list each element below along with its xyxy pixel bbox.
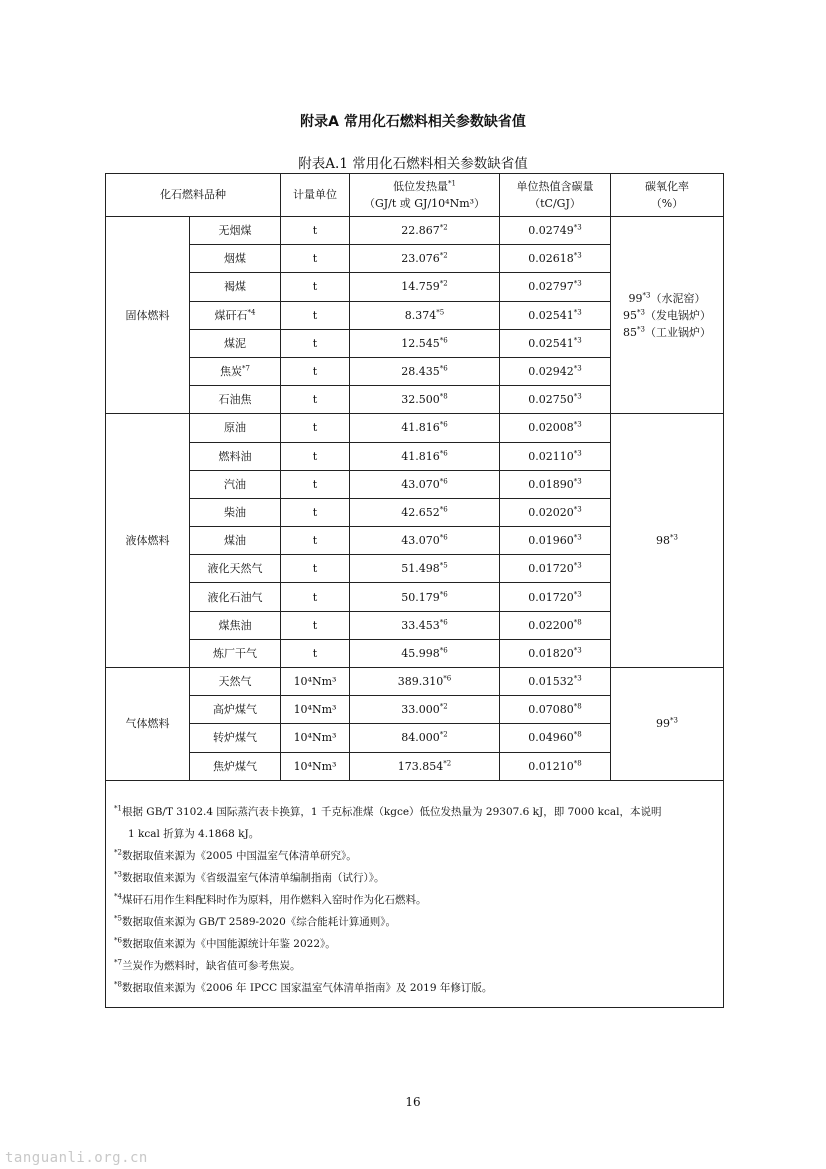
carbon-footnote-mark: *3 xyxy=(573,307,582,316)
fuel-name: 烟煤 xyxy=(224,252,246,266)
unit-cell: 10⁴Nm³ xyxy=(281,724,350,752)
oxidation-rate-line xyxy=(611,290,723,307)
ncv-value: 45.998 xyxy=(401,646,440,660)
fuel-name-footnote-mark: *4 xyxy=(247,307,256,316)
unit-cell: t xyxy=(281,414,350,442)
carbon-footnote-mark: *3 xyxy=(573,646,582,655)
header-ncv-line1: 低位发热量 xyxy=(393,179,449,193)
ncv-value: 32.500 xyxy=(401,393,440,407)
fuel-category-cell: 液体燃料 xyxy=(106,414,190,668)
ncv-footnote-mark: *6 xyxy=(439,505,448,514)
header-carbon-line1: 单位热值含碳量 xyxy=(516,179,594,193)
carbon-footnote-mark: *3 xyxy=(573,505,582,514)
oxidation-rate-cell xyxy=(611,217,724,414)
ncv-footnote-mark: *2 xyxy=(443,758,452,767)
fuel-parameters-table xyxy=(105,173,724,1008)
carbon-footnote-mark: *3 xyxy=(573,223,582,232)
unit-cell: t xyxy=(281,386,350,414)
ncv-footnote-mark: *6 xyxy=(439,364,448,373)
ncv-value: 43.070 xyxy=(401,477,440,491)
fuel-name: 焦炉煤气 xyxy=(213,759,257,773)
header-unit: 计量单位 xyxy=(281,174,350,217)
ncv-cell xyxy=(350,611,500,639)
ncv-footnote-mark: *8 xyxy=(439,392,448,401)
carbon-content-cell xyxy=(500,555,611,583)
carbon-content-cell xyxy=(500,639,611,667)
fuel-name: 汽油 xyxy=(224,477,246,491)
ncv-cell xyxy=(350,357,500,385)
oxidation-footnote-mark: *3 xyxy=(637,307,645,316)
ncv-value: 12.545 xyxy=(401,336,440,350)
carbon-content-value: 0.02541 xyxy=(528,336,574,350)
ncv-cell xyxy=(350,555,500,583)
table-body xyxy=(106,217,724,781)
footnote xyxy=(114,977,715,999)
oxidation-footnote-mark: *3 xyxy=(637,325,645,334)
carbon-content-cell xyxy=(500,724,611,752)
carbon-content-value: 0.01960 xyxy=(528,534,574,548)
fuel-category-cell: 气体燃料 xyxy=(106,668,190,781)
table-caption: 附表A.1 常用化石燃料相关参数缺省值 xyxy=(298,156,528,172)
footnote-text: 数据取值来源为《省级温室气体清单编制指南（试行）》。 xyxy=(121,871,385,884)
ncv-cell xyxy=(350,245,500,273)
carbon-content-value: 0.01820 xyxy=(528,646,574,660)
footnote-mark: *4 xyxy=(114,892,122,901)
carbon-content-value: 0.01532 xyxy=(528,675,574,689)
table-row xyxy=(106,217,724,245)
fuel-name: 高炉煤气 xyxy=(213,703,257,717)
table-row xyxy=(106,668,724,696)
carbon-footnote-mark: *3 xyxy=(573,279,582,288)
ncv-cell xyxy=(350,668,500,696)
ncv-value: 41.816 xyxy=(401,449,440,463)
carbon-content-value: 0.02008 xyxy=(528,421,574,435)
carbon-content-cell xyxy=(500,273,611,301)
ncv-cell xyxy=(350,470,500,498)
carbon-footnote-mark: *8 xyxy=(573,702,582,711)
unit-cell: t xyxy=(281,301,350,329)
fuel-name: 燃料油 xyxy=(218,449,252,463)
ncv-footnote-mark: *2 xyxy=(439,279,448,288)
fuel-category-cell: 固体燃料 xyxy=(106,217,190,414)
ncv-footnote-mark: *6 xyxy=(439,589,448,598)
header-ncv-sup: *1 xyxy=(448,179,456,188)
unit-cell: t xyxy=(281,611,350,639)
carbon-footnote-mark: *8 xyxy=(573,758,582,767)
ncv-footnote-mark: *2 xyxy=(439,223,448,232)
footnote-mark: *7 xyxy=(114,958,122,967)
carbon-content-cell xyxy=(500,752,611,780)
carbon-content-value: 0.02797 xyxy=(528,280,574,294)
fuel-name: 柴油 xyxy=(224,505,246,519)
footnote xyxy=(114,867,715,889)
carbon-content-cell xyxy=(500,583,611,611)
fuel-name-cell xyxy=(190,329,281,357)
oxidation-rate-value: 99 xyxy=(628,291,643,305)
ncv-cell xyxy=(350,217,500,245)
ncv-value: 8.374 xyxy=(404,308,437,322)
carbon-content-value: 0.01720 xyxy=(528,590,574,604)
fuel-name: 天然气 xyxy=(218,675,252,689)
fuel-name-footnote-mark: *7 xyxy=(242,364,250,373)
footnote-mark: *8 xyxy=(114,980,122,989)
ncv-footnote-mark: *6 xyxy=(439,618,448,627)
header-oxidation-rate xyxy=(611,174,724,217)
ncv-cell xyxy=(350,329,500,357)
carbon-content-cell xyxy=(500,301,611,329)
carbon-content-cell xyxy=(500,498,611,526)
fuel-name: 无烟煤 xyxy=(218,224,252,238)
ncv-value: 22.867 xyxy=(401,224,440,238)
unit-cell: 10⁴Nm³ xyxy=(281,668,350,696)
fuel-name-cell xyxy=(190,414,281,442)
ncv-footnote-mark: *2 xyxy=(439,251,448,260)
ncv-cell xyxy=(350,724,500,752)
carbon-content-cell xyxy=(500,442,611,470)
footnote-mark: *5 xyxy=(114,914,122,923)
ncv-cell xyxy=(350,583,500,611)
fuel-name-cell xyxy=(190,696,281,724)
carbon-footnote-mark: *8 xyxy=(573,730,582,739)
ncv-value: 41.816 xyxy=(401,421,440,435)
oxidation-rate-cell xyxy=(611,414,724,668)
fuel-name-cell xyxy=(190,498,281,526)
fuel-name-cell xyxy=(190,668,281,696)
fuel-name: 液化天然气 xyxy=(207,562,263,576)
page-number: 16 xyxy=(405,1095,421,1109)
oxidation-footnote-mark: *3 xyxy=(642,290,651,299)
fuel-name-cell xyxy=(190,442,281,470)
unit-cell: t xyxy=(281,442,350,470)
fuel-name-cell xyxy=(190,639,281,667)
fuel-name: 液化石油气 xyxy=(207,590,263,604)
fuel-name-cell xyxy=(190,273,281,301)
header-fuel-type: 化石燃料品种 xyxy=(106,174,281,217)
carbon-content-value: 0.01890 xyxy=(528,477,574,491)
ncv-value: 33.453 xyxy=(401,618,440,632)
oxidation-footnote-mark: *3 xyxy=(670,716,678,725)
watermark: tanguanli.org.cn xyxy=(5,1150,148,1166)
oxidation-rate-line xyxy=(611,715,723,732)
unit-cell: t xyxy=(281,639,350,667)
carbon-content-value: 0.01210 xyxy=(528,759,574,773)
notes-list xyxy=(114,801,715,999)
ncv-cell xyxy=(350,273,500,301)
fuel-name-cell xyxy=(190,583,281,611)
fuel-name: 煤泥 xyxy=(224,336,246,350)
ncv-value: 43.070 xyxy=(401,534,440,548)
ncv-footnote-mark: *5 xyxy=(436,307,445,316)
carbon-footnote-mark: *3 xyxy=(573,392,582,401)
fuel-name-cell xyxy=(190,470,281,498)
ncv-footnote-mark: *6 xyxy=(439,533,448,542)
ncv-footnote-mark: *5 xyxy=(439,561,448,570)
footnote-text: 数据取值来源为 GB/T 2589-2020《综合能耗计算通则》。 xyxy=(121,915,397,928)
footnote-text: 煤矸石用作生料配料时作为原料，用作燃料入窑时作为化石燃料。 xyxy=(121,893,427,906)
ncv-cell xyxy=(350,527,500,555)
header-oxidation-line1: 碳氧化率 xyxy=(645,179,689,193)
fuel-name: 转炉煤气 xyxy=(213,731,257,745)
ncv-footnote-mark: *6 xyxy=(439,448,448,457)
carbon-content-cell xyxy=(500,668,611,696)
header-oxidation-line2: （%） xyxy=(650,197,684,210)
fuel-name-cell xyxy=(190,217,281,245)
carbon-content-value: 0.02750 xyxy=(528,393,574,407)
footnote-text: 数据取值来源为《2005 中国温室气体清单研究》。 xyxy=(121,849,357,862)
carbon-footnote-mark: *3 xyxy=(573,674,582,683)
ncv-footnote-mark: *2 xyxy=(439,730,448,739)
carbon-footnote-mark: *3 xyxy=(573,364,582,373)
ncv-cell xyxy=(350,386,500,414)
carbon-content-cell xyxy=(500,470,611,498)
footnote-continuation: 1 kcal 折算为 4.1868 kJ。 xyxy=(128,827,260,840)
appendix-title: 附录A 常用化石燃料相关参数缺省值 xyxy=(300,114,526,130)
unit-cell: 10⁴Nm³ xyxy=(281,752,350,780)
ncv-value: 51.498 xyxy=(401,562,440,576)
ncv-footnote-mark: *6 xyxy=(439,420,448,429)
unit-cell: t xyxy=(281,245,350,273)
fuel-name: 原油 xyxy=(224,421,246,435)
carbon-content-value: 0.02541 xyxy=(528,308,574,322)
carbon-footnote-mark: *3 xyxy=(573,448,582,457)
fuel-name: 煤油 xyxy=(224,534,246,548)
footnote-text: 数据取值来源为《中国能源统计年鉴 2022》。 xyxy=(121,937,336,950)
unit-cell: t xyxy=(281,217,350,245)
carbon-footnote-mark: *3 xyxy=(573,477,582,486)
ncv-cell xyxy=(350,301,500,329)
header-ncv-line2: （GJ/t 或 GJ/10⁴Nm³） xyxy=(363,197,486,210)
fuel-name: 焦炭 xyxy=(220,365,243,378)
carbon-footnote-mark: *3 xyxy=(573,420,582,429)
header-carbon-line2: （tC/GJ） xyxy=(529,197,581,210)
table-header-row xyxy=(106,174,724,217)
oxidation-rate-context: （水泥窑） xyxy=(650,291,706,305)
fuel-name: 炼厂干气 xyxy=(213,646,257,660)
carbon-content-cell xyxy=(500,696,611,724)
footnote xyxy=(114,933,715,955)
notes-row xyxy=(106,780,724,1007)
carbon-footnote-mark: *3 xyxy=(573,533,582,542)
header-ncv xyxy=(350,174,500,217)
carbon-footnote-mark: *8 xyxy=(573,618,582,627)
oxidation-rate-cell xyxy=(611,668,724,781)
oxidation-rate-context: （工业锅炉） xyxy=(644,325,711,339)
unit-cell: t xyxy=(281,470,350,498)
fuel-name-cell xyxy=(190,555,281,583)
oxidation-rate-line xyxy=(611,324,723,341)
fuel-name: 煤矸石 xyxy=(214,308,248,322)
fuel-name-cell xyxy=(190,527,281,555)
oxidation-rate-value: 99 xyxy=(656,717,671,731)
footnote-text: 兰炭作为燃料时，缺省值可参考焦炭。 xyxy=(121,959,301,972)
carbon-content-value: 0.01720 xyxy=(528,562,574,576)
oxidation-rate-value: 85 xyxy=(623,325,638,339)
fuel-name: 石油焦 xyxy=(218,393,252,407)
carbon-content-cell xyxy=(500,357,611,385)
carbon-content-value: 0.02200 xyxy=(528,618,574,632)
fuel-name: 煤焦油 xyxy=(218,618,252,632)
ncv-cell xyxy=(350,414,500,442)
fuel-name-cell xyxy=(190,752,281,780)
carbon-content-cell xyxy=(500,217,611,245)
footnote-mark: *1 xyxy=(114,804,122,813)
ncv-footnote-mark: *6 xyxy=(443,674,452,683)
ncv-cell xyxy=(350,442,500,470)
fuel-name-cell xyxy=(190,357,281,385)
unit-cell: 10⁴Nm³ xyxy=(281,696,350,724)
ncv-cell xyxy=(350,639,500,667)
ncv-footnote-mark: *6 xyxy=(439,477,448,486)
footnote-mark: *6 xyxy=(114,936,122,945)
carbon-content-value: 0.04960 xyxy=(528,731,574,745)
carbon-footnote-mark: *3 xyxy=(573,561,582,570)
unit-cell: t xyxy=(281,555,350,583)
carbon-footnote-mark: *3 xyxy=(573,251,582,260)
ncv-footnote-mark: *2 xyxy=(439,702,448,711)
ncv-value: 33.000 xyxy=(401,703,440,717)
footnote xyxy=(114,801,715,845)
ncv-value: 23.076 xyxy=(401,252,440,266)
ncv-value: 173.854 xyxy=(397,759,444,773)
ncv-value: 84.000 xyxy=(401,731,440,745)
carbon-content-value: 0.02020 xyxy=(528,505,574,519)
ncv-value: 50.179 xyxy=(401,590,440,604)
ncv-cell xyxy=(350,752,500,780)
footnote xyxy=(114,889,715,911)
carbon-footnote-mark: *3 xyxy=(573,589,582,598)
ncv-cell xyxy=(350,696,500,724)
carbon-content-cell xyxy=(500,329,611,357)
oxidation-rate-value: 98 xyxy=(656,534,671,548)
fuel-name-cell xyxy=(190,301,281,329)
unit-cell: t xyxy=(281,583,350,611)
carbon-content-cell xyxy=(500,386,611,414)
oxidation-rate-context: （发电锅炉） xyxy=(644,308,711,322)
ncv-value: 389.310 xyxy=(397,675,444,689)
fuel-name: 褐煤 xyxy=(224,280,246,294)
ncv-value: 14.759 xyxy=(401,280,440,294)
unit-cell: t xyxy=(281,357,350,385)
ncv-footnote-mark: *6 xyxy=(439,646,448,655)
carbon-content-value: 0.02942 xyxy=(528,365,574,378)
carbon-content-value: 0.02749 xyxy=(528,224,574,238)
notes-cell xyxy=(106,780,724,1007)
ncv-value: 42.652 xyxy=(401,505,440,519)
oxidation-rate-line xyxy=(611,532,723,549)
unit-cell: t xyxy=(281,273,350,301)
carbon-footnote-mark: *3 xyxy=(573,336,582,345)
ncv-footnote-mark: *6 xyxy=(439,336,448,345)
unit-cell: t xyxy=(281,498,350,526)
footnote-text: 数据取值来源为《2006 年 IPCC 国家温室气体清单指南》及 2019 年修订版。 xyxy=(121,981,493,994)
footnote-text: 根据 GB/T 3102.4 国际蒸汽表卡换算，1 千克标准煤（kgce）低位发热量为 29307.6 kJ，即 7000 kcal，本说明 xyxy=(121,805,662,818)
ncv-cell xyxy=(350,498,500,526)
fuel-name-cell xyxy=(190,611,281,639)
footnote-mark: *3 xyxy=(114,870,122,879)
fuel-name-cell xyxy=(190,386,281,414)
fuel-name-cell xyxy=(190,245,281,273)
ncv-value: 28.435 xyxy=(401,365,440,378)
fuel-name-cell xyxy=(190,724,281,752)
unit-cell: t xyxy=(281,329,350,357)
table-row xyxy=(106,414,724,442)
oxidation-footnote-mark: *3 xyxy=(670,533,678,542)
footnote xyxy=(114,911,715,933)
carbon-content-value: 0.07080 xyxy=(528,703,574,717)
footnote xyxy=(114,955,715,977)
oxidation-rate-value: 95 xyxy=(623,308,638,322)
carbon-content-value: 0.02110 xyxy=(528,449,574,463)
footnote-mark: *2 xyxy=(114,848,122,857)
carbon-content-cell xyxy=(500,245,611,273)
carbon-content-cell xyxy=(500,527,611,555)
carbon-content-value: 0.02618 xyxy=(528,252,574,266)
footnote xyxy=(114,845,715,867)
carbon-content-cell xyxy=(500,611,611,639)
unit-cell: t xyxy=(281,527,350,555)
header-carbon-content xyxy=(500,174,611,217)
carbon-content-cell xyxy=(500,414,611,442)
oxidation-rate-line xyxy=(611,307,723,324)
